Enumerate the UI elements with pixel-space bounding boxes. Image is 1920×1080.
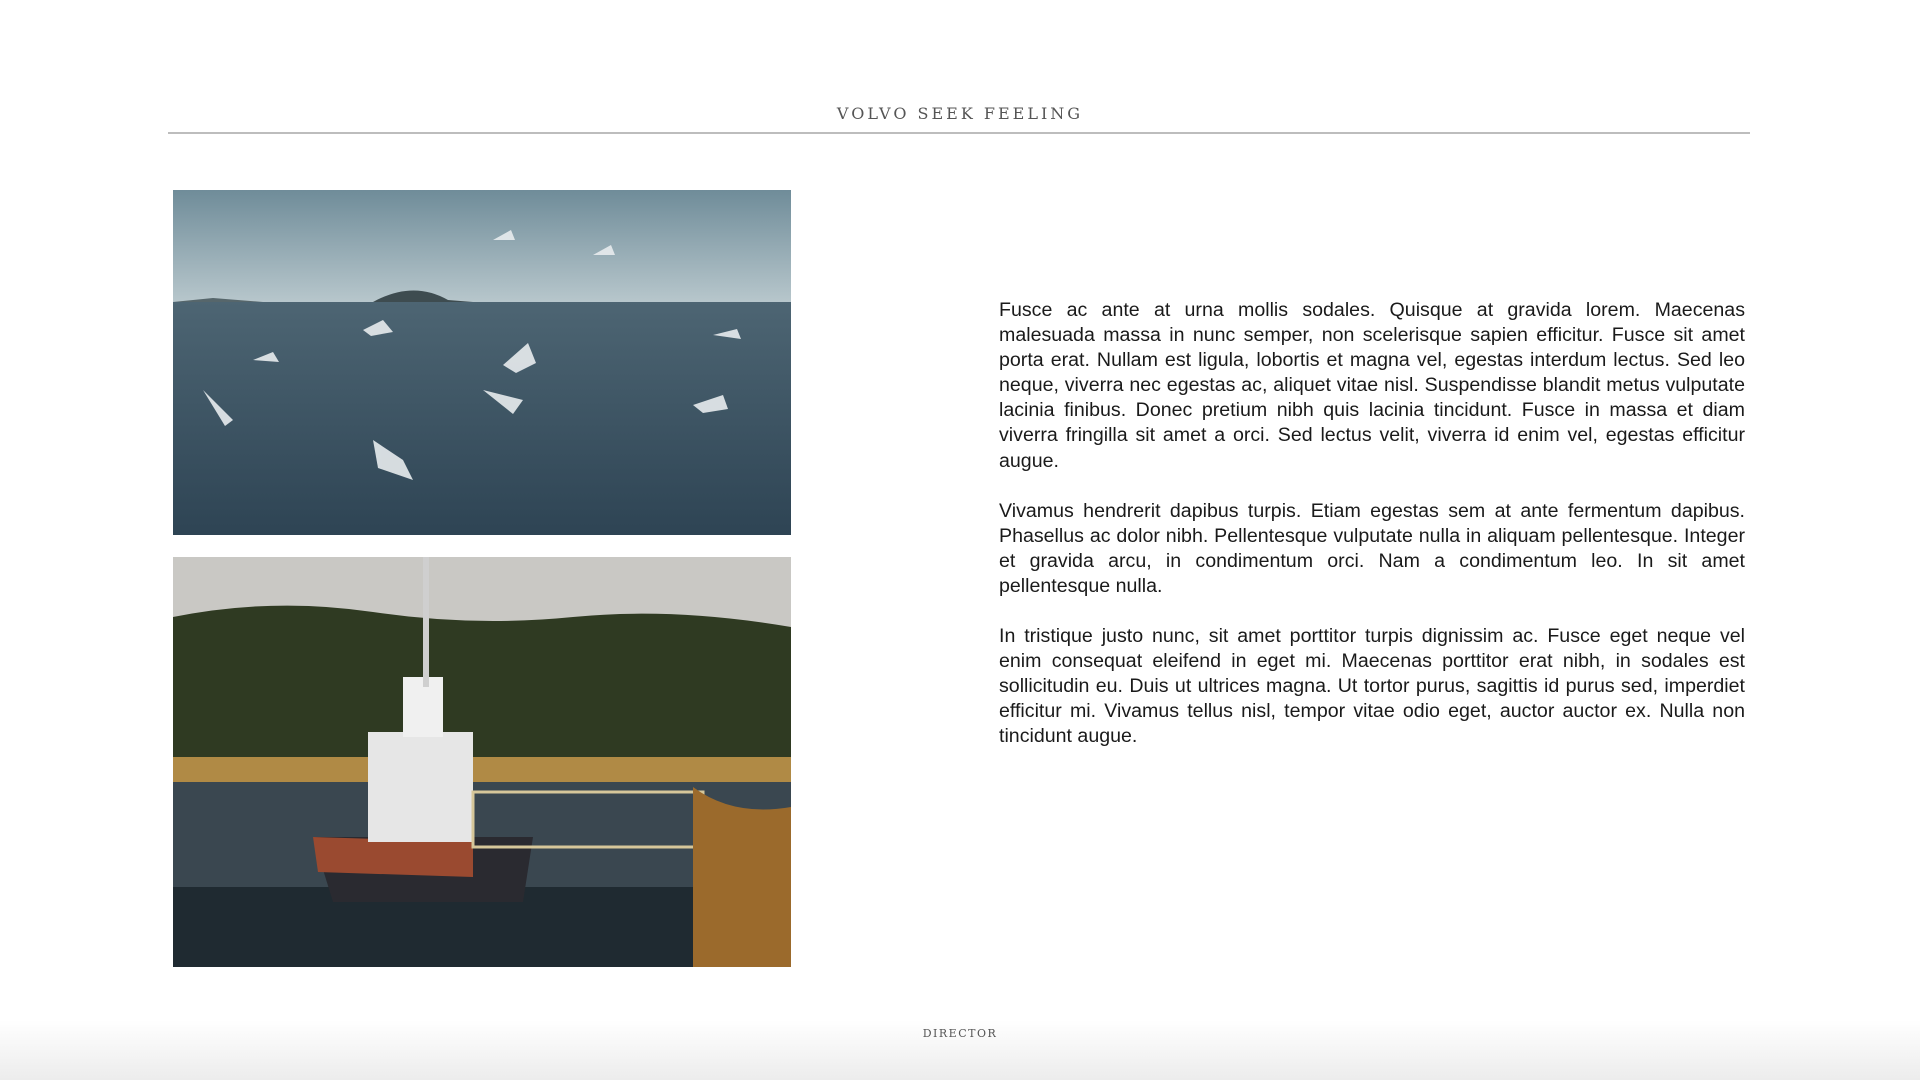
footer-label: DIRECTOR [922,1027,998,1040]
header-divider [168,132,1750,134]
seagulls-over-sea-photo [173,190,791,535]
paragraph: In tristique justo nunc, sit amet porttitor turpis dignissim ac. Fusce eget neque vel enim consequat eleifend in eget mi. Maecenas porttitor erat nibh, in sodales est sollicitudin eu. Duis ut ultrices magna. Ut tortor purus, sagittis id purus sed, imperdiet efficitur mi. Vivamus tellus nisl, tempor vitae odio eget, auctor auctor ex. Nulla non tincidunt augue. [999,625,1745,748]
ferry-boat-photo [173,557,791,967]
body-text [999,298,1745,775]
paragraph: Vivamus hendrerit dapibus turpis. Etiam egestas sem at ante fermentum dapibus. Phasellus ac dolor nibh. Pellentesque vulputate nulla in aliquam pellentesque. Integer et gravida arcu, in condimentum orci. Nam a condimentum leo. In sit amet pellentesque nulla. [999,499,1745,597]
page-title: VOLVO SEEK FEELING [836,104,1084,123]
paragraph: Fusce ac ante at urna mollis sodales. Quisque at gravida lorem. Maecenas malesuada massa in nunc semper, non scelerisque sapien efficitur. Fusce sit amet porta erat. Nullam est ligula, lobortis et magna vel, egestas interdum lectus. Sed leo neque, viverra nec egestas ac, aliquet vitae nisl. Suspendisse blandit metus vulputate lacinia finibus. Donec pretium nibh quis lacinia tincidunt. Fusce in massa et diam viverra fringilla sit amet a orci. Sed lectus velit, viverra id enim vel, egestas efficitur augue. [999,299,1745,472]
